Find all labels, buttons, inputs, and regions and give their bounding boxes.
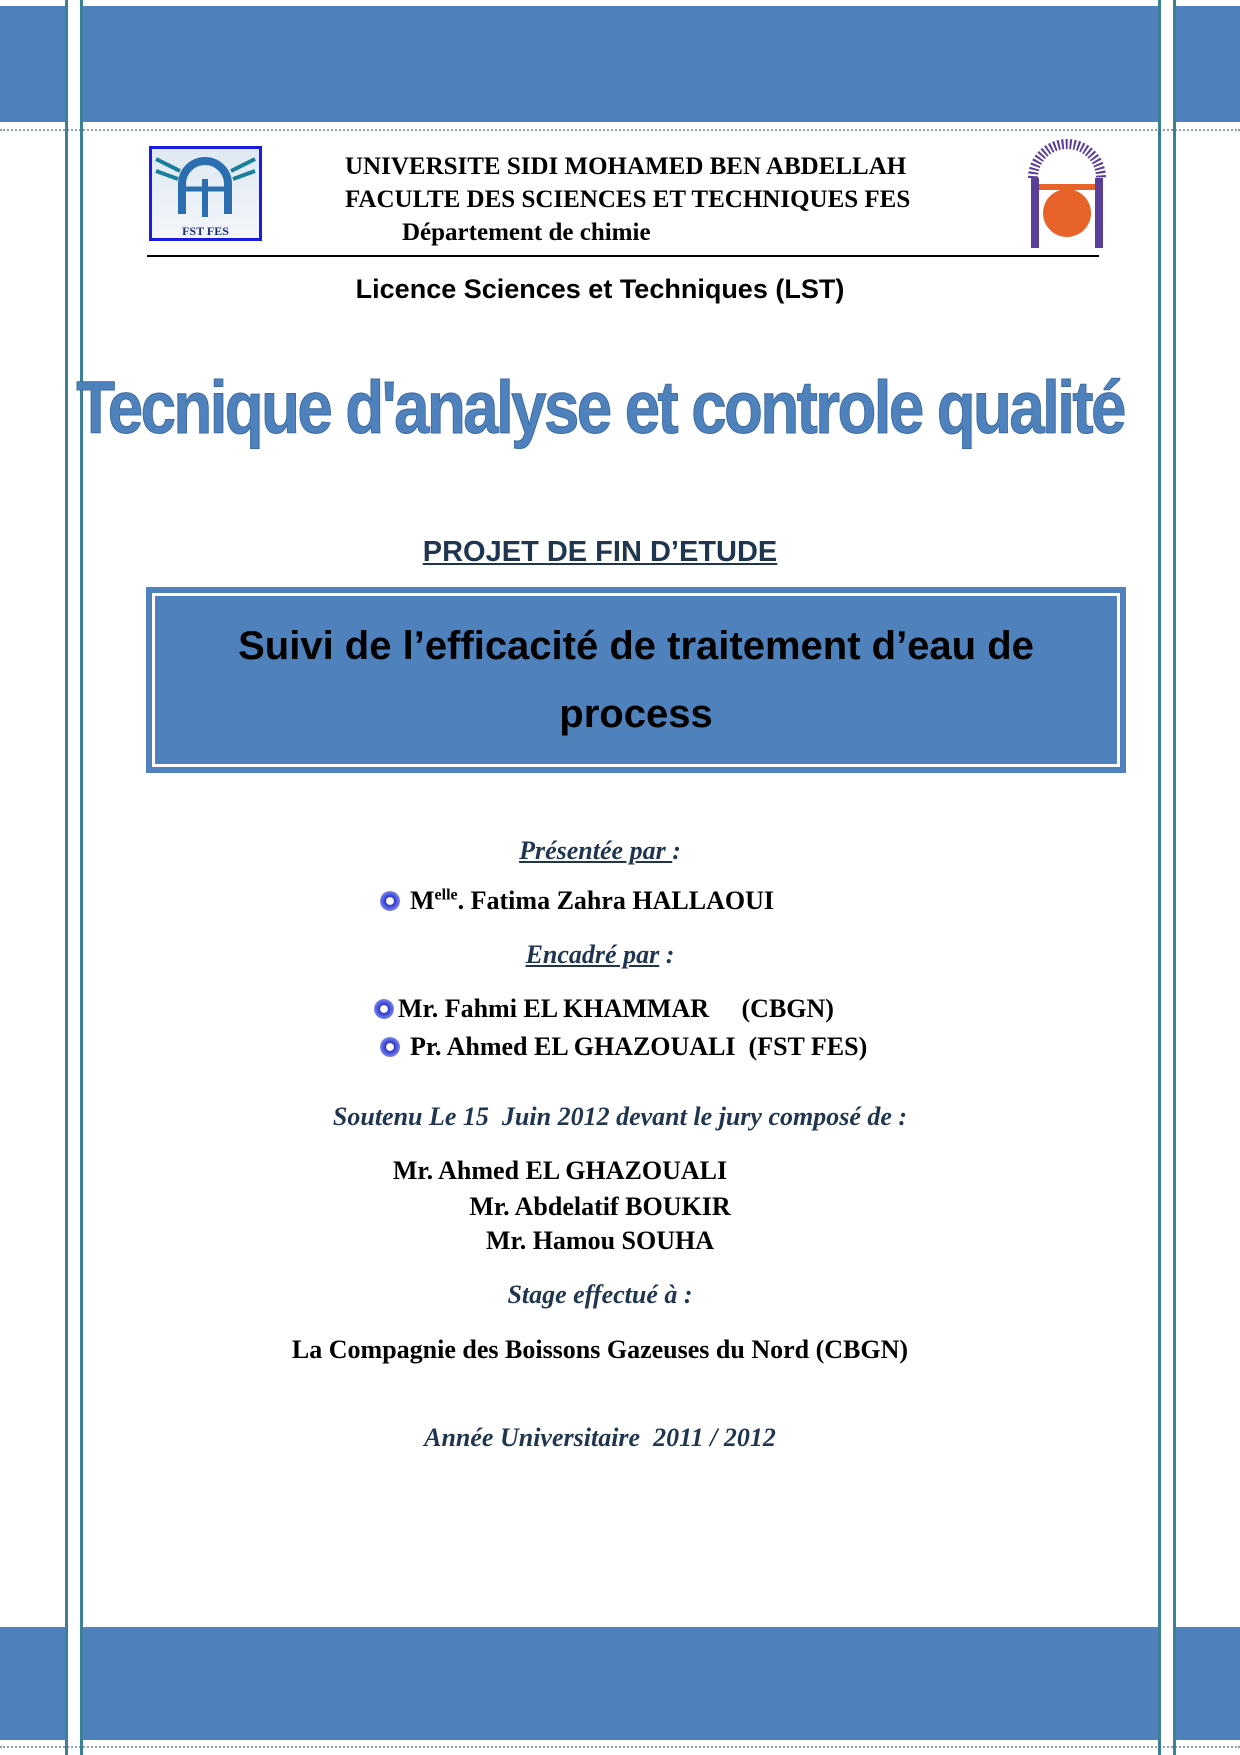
fst-logo: FST FES — [149, 146, 262, 241]
company-name: La Compagnie des Boissons Gazeuses du Nord (CBGN) — [291, 1335, 909, 1364]
supervisor — [374, 994, 834, 1024]
academic-year: Année Universitaire 2011 / 2012 — [424, 1423, 776, 1452]
top-band-right — [1176, 6, 1240, 122]
supervisor — [380, 1032, 867, 1062]
supervisor-name: Mr. Fahmi EL KHAMMAR (CBGN) — [398, 994, 834, 1023]
bullet-icon — [374, 999, 394, 1019]
top-band — [82, 6, 1158, 122]
colon: : — [672, 836, 681, 865]
department-name: Département de chimie — [402, 219, 651, 246]
internship-label: Stage effectué à : — [507, 1280, 693, 1309]
student-prefix: M — [410, 886, 435, 915]
border-line — [80, 0, 83, 1755]
bottom-band-left — [0, 1627, 65, 1740]
supervised-by-text: Encadré par — [525, 940, 660, 969]
project-label-text: PROJET DE FIN D’ETUDE — [422, 536, 778, 568]
specialty-wordart: Tecnique d'analyse et controle qualité — [76, 366, 1124, 449]
defense-info: Soutenu Le 15 Juin 2012 devant le jury composé de : — [332, 1102, 908, 1131]
presented-by-label — [0, 836, 1220, 866]
colon: : — [665, 940, 675, 969]
top-divider — [0, 129, 1240, 134]
jury-member: Mr. Abdelatif BOUKIR — [469, 1192, 731, 1221]
supervisor-name: Pr. Ahmed EL GHAZOUALI (FST FES) — [410, 1032, 868, 1061]
border-line — [1173, 0, 1176, 1755]
student — [380, 886, 774, 916]
project-label — [0, 536, 1220, 569]
faculty-name: FACULTE DES SCIENCES ET TECHNIQUES FES — [345, 186, 911, 213]
student-sup: elle — [434, 886, 458, 904]
bottom-divider — [0, 1746, 1240, 1751]
student-name: . Fatima Zahra HALLAOUI — [457, 886, 774, 915]
top-band-left — [0, 6, 65, 122]
border-line — [1158, 0, 1161, 1755]
usmba-logo — [1025, 138, 1109, 250]
project-title: Suivi de l’efficacité de traitement d’eau de process — [238, 624, 1034, 736]
presented-by-text: Présentée par — [519, 836, 673, 865]
program-name: Licence Sciences et Techniques (LST) — [355, 274, 845, 304]
university-name: UNIVERSITE SIDI MOHAMED BEN ABDELLAH — [345, 153, 907, 180]
bottom-band — [82, 1627, 1158, 1740]
supervised-by-label — [0, 940, 1220, 970]
header-rule — [147, 255, 1099, 257]
bullet-icon — [380, 1037, 400, 1057]
title-box — [146, 587, 1126, 773]
jury-member: Mr. Ahmed EL GHAZOUALI — [392, 1156, 728, 1185]
bottom-band-right — [1176, 1627, 1240, 1740]
bullet-icon — [380, 891, 400, 911]
border-line — [65, 0, 68, 1755]
jury-member: Mr. Hamou SOUHA — [486, 1226, 714, 1255]
